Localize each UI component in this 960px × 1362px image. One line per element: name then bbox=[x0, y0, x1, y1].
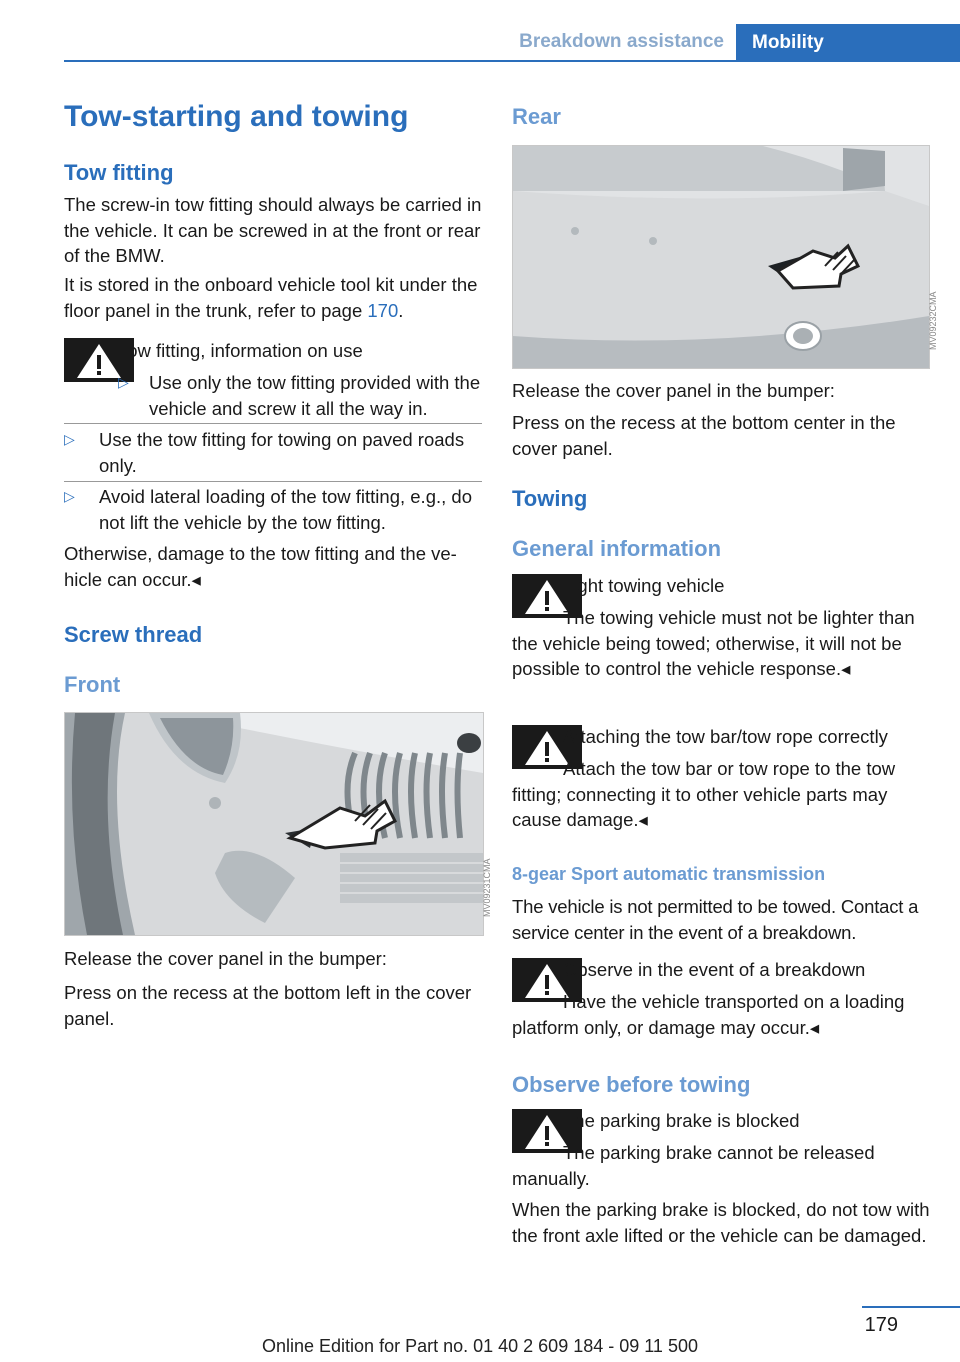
warning-body: Attach the tow bar or tow rope to the tow fitting; connecting it to other vehicle parts may cause damage.◂ bbox=[512, 758, 896, 830]
bullet-text: Use only the tow fitting provided with the vehicle and screw it all the way in. bbox=[149, 372, 481, 419]
edition-footer: Online Edition for Part no. 01 40 2 609 184 - 09 11 500 bbox=[262, 1336, 698, 1356]
list-item bbox=[64, 484, 482, 535]
front-press-text: Press on the recess at the bottom left in the cover panel. bbox=[64, 982, 472, 1029]
warning-title: Attaching the tow bar/tow rope correctly bbox=[563, 726, 888, 747]
divider bbox=[64, 481, 482, 482]
list-item bbox=[118, 370, 482, 421]
bullet-text: Use the tow fitting for towing on paved roads only. bbox=[99, 429, 465, 476]
warning-title: Tow fitting, information on use bbox=[118, 340, 363, 361]
front-bumper-illustration bbox=[65, 713, 492, 935]
footer-rule bbox=[862, 1306, 960, 1308]
warning-title: The parking brake is blocked bbox=[563, 1110, 800, 1131]
warning-body: The towing vehicle must not be lighter than the vehicle being towed; otherwise, it will not be possible to control the vehicle response.◂ bbox=[512, 607, 915, 679]
rear-bumper-illustration bbox=[513, 146, 938, 368]
rear-release-text: Release the cover panel in the bumper: bbox=[512, 380, 835, 401]
page-link-170[interactable]: 170 bbox=[367, 299, 399, 321]
header-rule bbox=[64, 60, 960, 62]
header-chapter: Mobility bbox=[736, 24, 960, 62]
tow-fitting-paragraph: The screw-in tow fitting should always be carried in the vehicle. It can be screwed in at the front or rear of the BMW. bbox=[64, 194, 482, 266]
warning-title: Light towing vehicle bbox=[563, 575, 725, 596]
general-information-heading: General information bbox=[512, 536, 722, 561]
svg-text:MV09232CMA: MV09232CMA bbox=[928, 291, 938, 350]
damage-paragraph: Otherwise, damage to the tow fitting and the vehicle can occur.◂ bbox=[64, 543, 457, 590]
tow-fitting-storage-paragraph bbox=[64, 272, 482, 323]
storage-period: . bbox=[398, 299, 404, 321]
bullet-text: Avoid lateral loading of the tow fitting, e.g., do not lift the vehicle by the tow fitting. bbox=[99, 486, 472, 533]
svg-text:MV09231CMA: MV09231CMA bbox=[482, 858, 492, 917]
page-number: 179 bbox=[864, 1314, 898, 1336]
bullet-triangle-icon: ▷ bbox=[118, 374, 129, 390]
bullet-triangle-icon: ▷ bbox=[64, 488, 75, 504]
storage-text: It is stored in the onboard vehicle tool kit under the floor panel in the trunk, refer to page bbox=[64, 274, 478, 321]
header-section: Breakdown assistance bbox=[490, 24, 738, 60]
rear-press-text: Press on the recess at the bottom center in the cover panel. bbox=[512, 412, 896, 459]
bullet-triangle-icon: ▷ bbox=[64, 431, 75, 447]
transmission-heading: 8-gear Sport automatic transmission bbox=[512, 864, 826, 884]
warning-body: Have the vehicle transported on a loading platform only, or damage may occur.◂ bbox=[512, 991, 905, 1038]
warning-body: The parking brake cannot be released manually. bbox=[512, 1142, 875, 1189]
towing-heading: Towing bbox=[512, 486, 588, 511]
front-bumper-photo bbox=[64, 712, 492, 936]
parking-brake-paragraph: When the parking brake is blocked, do not tow with the front axle lifted or the vehicle can be damaged. bbox=[512, 1199, 930, 1246]
rear-bumper-photo bbox=[512, 145, 938, 369]
rear-heading: Rear bbox=[512, 104, 561, 129]
list-item bbox=[64, 427, 482, 478]
divider bbox=[64, 423, 482, 424]
warning-title: Observe in the event of a breakdown bbox=[563, 959, 866, 980]
tow-fitting-heading: Tow fitting bbox=[64, 160, 174, 185]
page-title: Tow-starting and towing bbox=[64, 100, 409, 133]
front-release-text: Release the cover panel in the bumper: bbox=[64, 948, 387, 969]
transmission-paragraph: The vehicle is not permitted to be towed. Contact a service center in the event of a breakdown. bbox=[512, 896, 919, 943]
observe-before-towing-heading: Observe before towing bbox=[512, 1072, 751, 1097]
screw-thread-heading: Screw thread bbox=[64, 622, 203, 647]
front-heading: Front bbox=[64, 672, 121, 697]
